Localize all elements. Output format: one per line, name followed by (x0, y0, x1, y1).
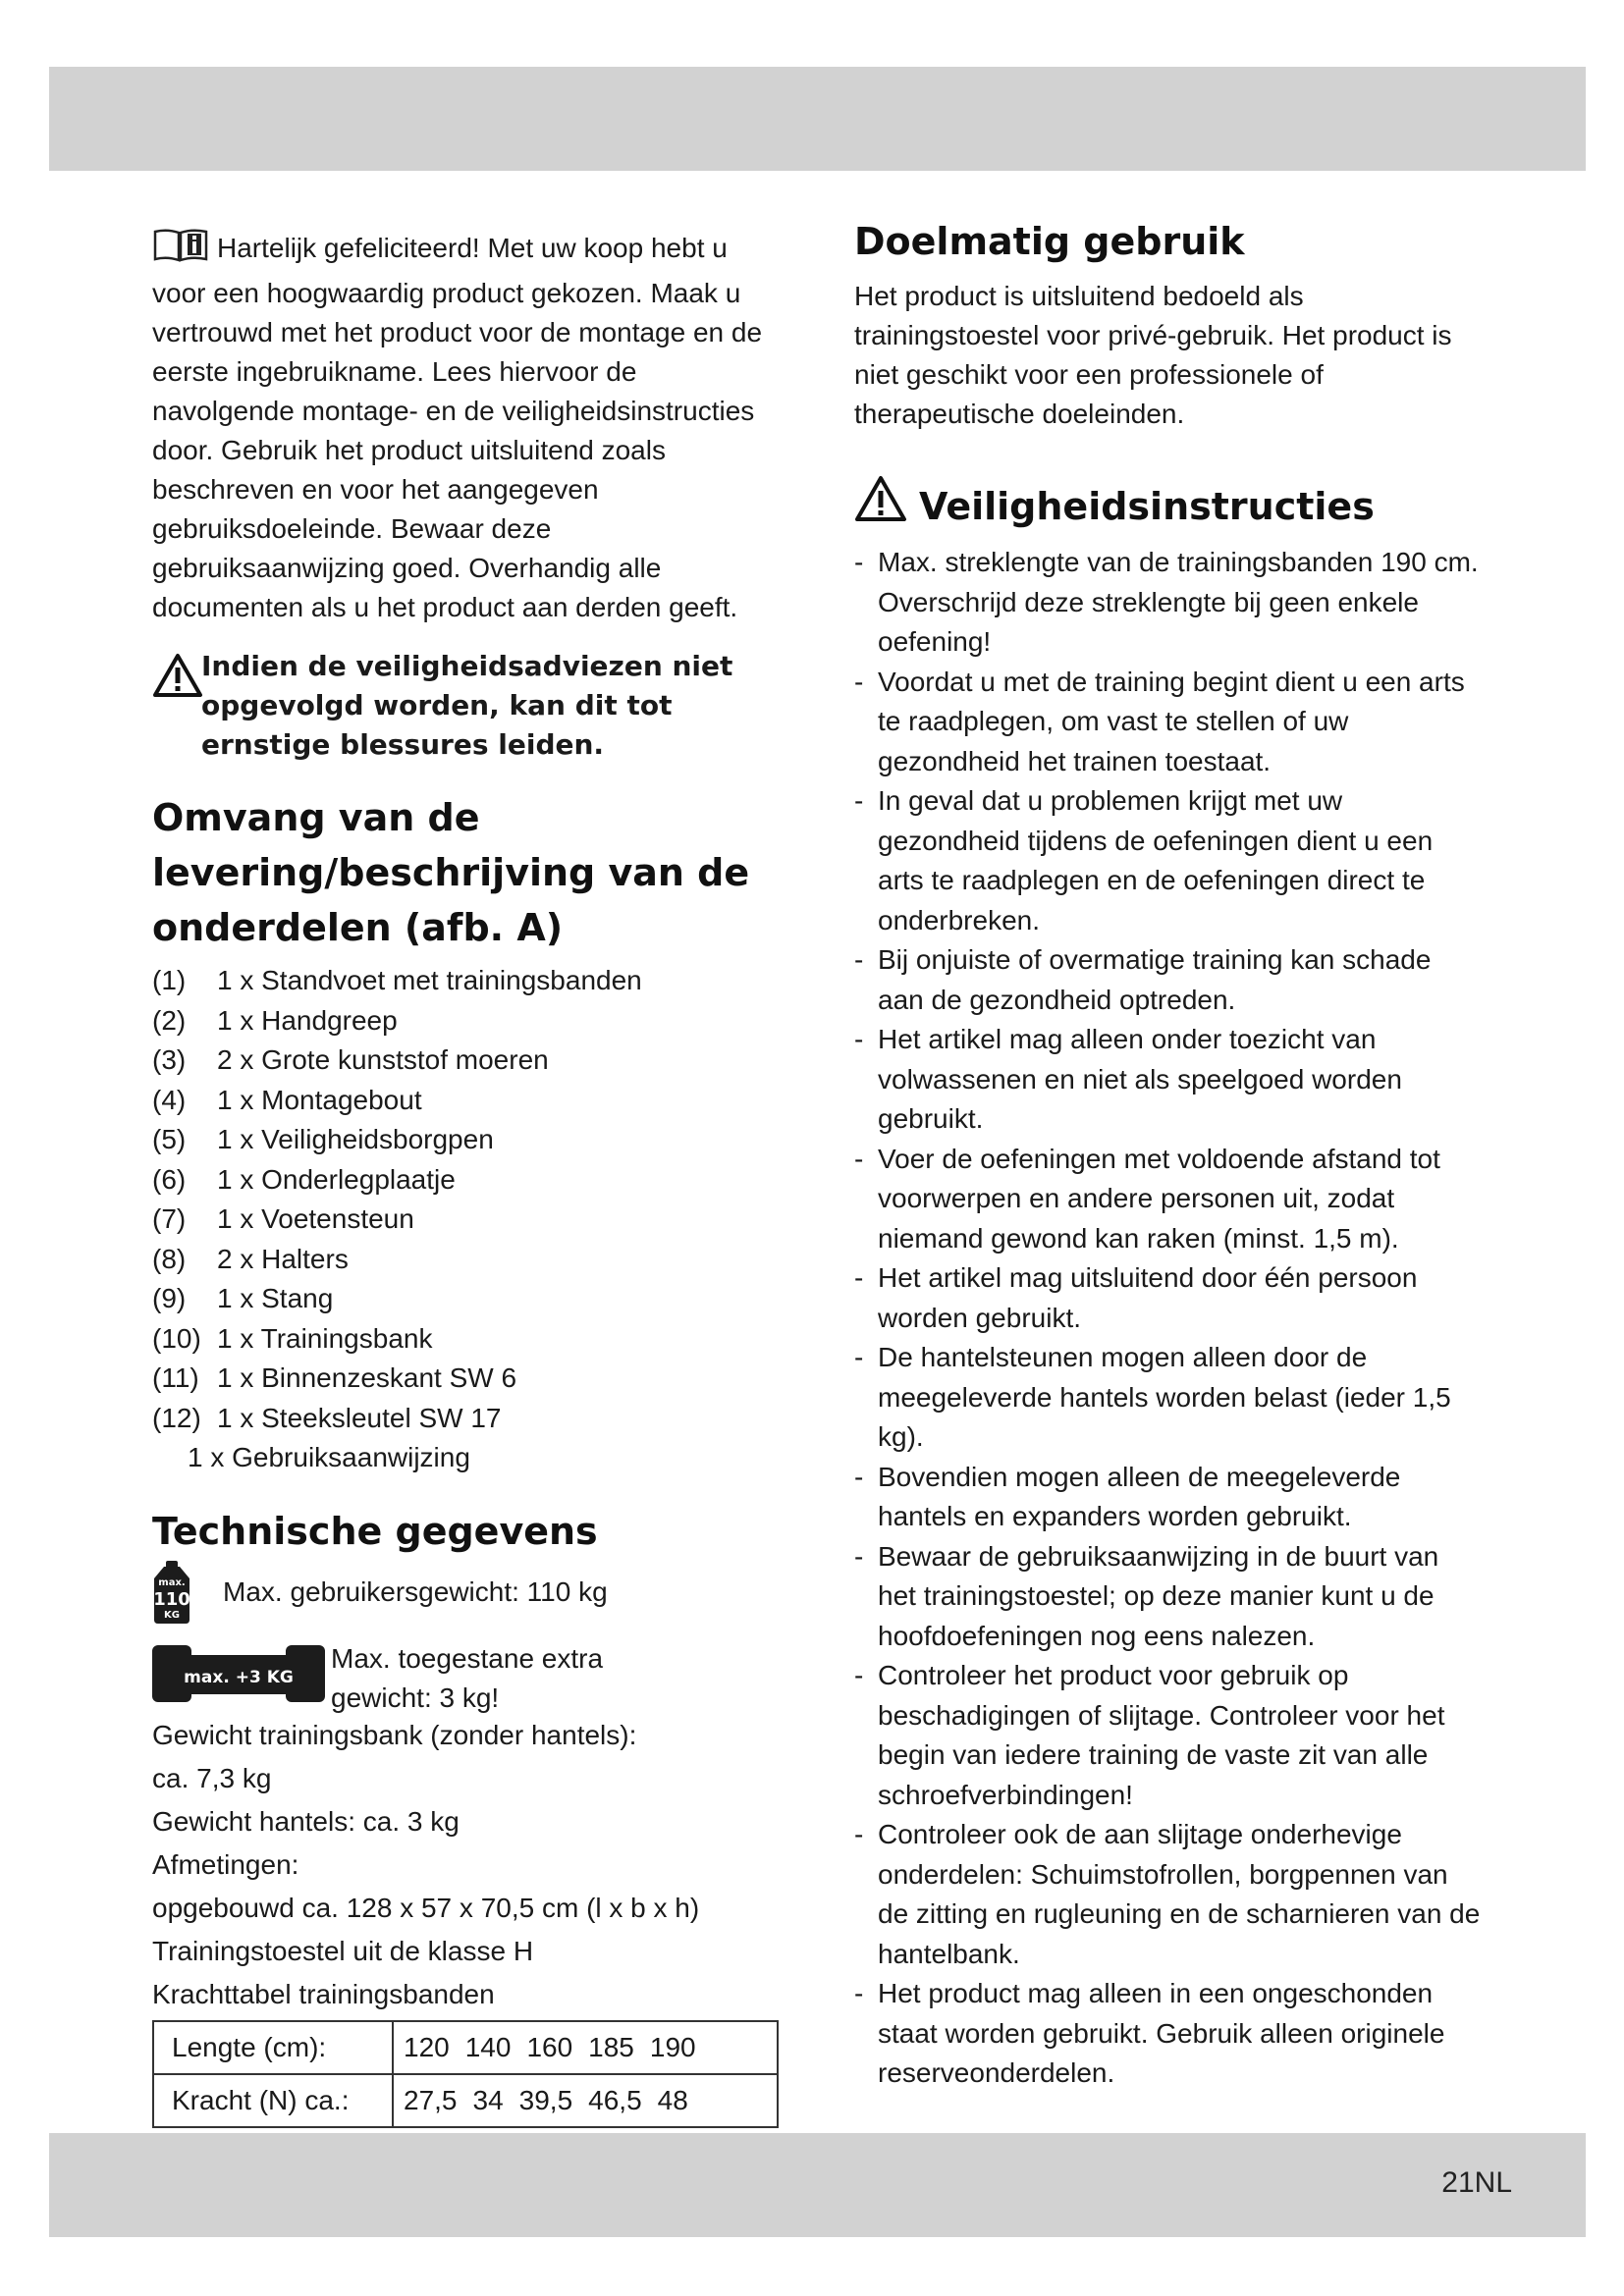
purpose-text: Het product is uitsluitend bedoeld als trainingstoestel voor privé-gebruik. Het product is niet geschikt voor een professionele of therapeutische doeleinden. (854, 281, 1452, 429)
list-item: (2) 1 x Handgreep (152, 1004, 398, 1036)
footer-band (49, 2133, 1586, 2237)
length-values: 120 140 160 185 190 (393, 2021, 778, 2074)
force-table-title: Krachttabel trainingsbanden (152, 1978, 495, 2009)
warning-icon (854, 475, 907, 537)
table-row (153, 2021, 778, 2074)
length-label: Lengte (cm): (153, 2021, 393, 2074)
device-class: Trainingstoestel uit de klasse H (152, 1935, 534, 1966)
weight-bench-value: ca. 7,3 kg (152, 1762, 272, 1793)
list-item: - Bovendien mogen alleen de meegeleverde hantels en expanders worden gebruikt. (854, 1458, 1483, 1537)
max-weight-icon-line2: 110 (153, 1588, 190, 1610)
list-item: (12) 1 x Steeksleutel SW 17 (152, 1402, 502, 1433)
extra-weight-icon-label: max. +3 KG (184, 1667, 294, 1687)
force-table (152, 2020, 779, 2128)
list-item: - Bewaar de gebruiksaanwijzing in de buurt van het trainingstoestel; op deze manier kunt u de hoofdoefeningen nog eens nalezen. (854, 1537, 1483, 1657)
list-item: (11) 1 x Binnenzeskant SW 6 (152, 1362, 517, 1393)
extra-weight-row (152, 1639, 781, 1713)
list-item: - De hantelsteunen mogen alleen door de meegeleverde hantels worden belast (ieder 1,5 kg). (854, 1338, 1483, 1458)
weight-bench: Gewicht trainingsbank (zonder hantels): (152, 1719, 637, 1750)
safety-title: Veiligheidsinstructies (919, 484, 1375, 528)
list-item: - Het artikel mag uitsluitend door één persoon worden gebruikt. (854, 1258, 1483, 1338)
list-item: (4) 1 x Montagebout (152, 1084, 422, 1115)
max-weight-icon-line3: KG (164, 1609, 180, 1621)
max-weight-row (152, 1559, 781, 1626)
weight-dumbbells: Gewicht hantels: ca. 3 kg (152, 1805, 460, 1837)
list-item: (8) 2 x Halters (152, 1243, 349, 1274)
list-item: - Bij onjuiste of overmatige training kan schade aan de gezondheid optreden. (854, 940, 1483, 1020)
intro-warning-text: Indien de veiligheidsadviezen niet opgevolgd worden, kan dit tot ernstige blessures leiden. (201, 650, 733, 761)
page-number: 21NL (1441, 2166, 1512, 2199)
max-weight-icon-line1: max. (158, 1576, 186, 1588)
list-item: (9) 1 x Stang (152, 1283, 334, 1313)
list-item: (3) 2 x Grote kunststof moeren (152, 1044, 549, 1075)
max-weight-icon (152, 1559, 191, 1630)
max-weight-text: Max. gebruikersgewicht: 110 kg (223, 1575, 608, 1607)
list-item: - In geval dat u problemen krijgt met uw gezondheid tijdens de oefeningen dient u een arts te raadplegen en de oefeningen direct te onderbreken. (854, 781, 1483, 940)
intro-text: Hartelijk gefeliciteerd! Met uw koop hebt u voor een hoogwaardig product gekozen. Maak u vertrouwd met het product voor de montage en de eerste ingebruikname. Lees hiervoor de navolgende montage- en de veiligheidsinstructies door. Gebruik het product uitsluitend zoals beschreven en voor het aangegeven gebruiksdoeleinde. Bewaar deze gebruiksaanwijzing goed. Overhandig alle documenten als u het product aan derden geeft. (152, 233, 763, 622)
list-item: - Max. streklengte van de trainingsbanden 190 cm. Overschrijd deze streklengte bij geen enkele oefening! (854, 543, 1483, 663)
list-item: - Het artikel mag alleen onder toezicht van volwassenen en niet als speelgoed worden gebruikt. (854, 1020, 1483, 1140)
list-item: (7) 1 x Voetensteun (152, 1203, 414, 1234)
dimensions: opgebouwd ca. 128 x 57 x 70,5 cm (l x b x h) (152, 1892, 700, 1923)
scope-title: Omvang van de levering/beschrijving van de onderdelen (afb. A) (152, 796, 750, 949)
safety-list (854, 543, 1483, 2094)
list-item: - Voer de oefeningen met voldoende afstand tot voorwerpen en andere personen uit, zodat niemand gewond kan raken (minst. 1,5 m). (854, 1140, 1483, 1259)
force-label: Kracht (N) ca.: (153, 2074, 393, 2127)
purpose-title: Doelmatig gebruik (854, 220, 1245, 263)
list-item: (10) 1 x Trainingsbank (152, 1322, 433, 1354)
list-item: - Controleer het product voor gebruik op beschadigingen of slijtage. Controleer voor het begin van iedere training de vaste zit van alle schroefverbindingen! (854, 1656, 1483, 1815)
right-column (854, 214, 1483, 2094)
list-item: - Controleer ook de aan slijtage onderhevige onderdelen: Schuimstofrollen, borgpennen van de zitting en rugleuning en de scharnieren van de hantelbank. (854, 1815, 1483, 1974)
parts-list (152, 961, 781, 1478)
warning-icon (152, 653, 203, 703)
list-item-manual: 1 x Gebruiksaanwijzing (188, 1442, 470, 1472)
intro-warning (152, 647, 781, 765)
list-item: - Voordat u met de training begint dient u een arts te raadplegen, om vast te stellen of uw gezondheid het trainen toestaat. (854, 663, 1483, 782)
dimensions-label: Afmetingen: (152, 1848, 299, 1880)
intro-paragraph (152, 228, 781, 627)
extra-weight-icon (152, 1639, 325, 1709)
list-item: (5) 1 x Veiligheidsborgpen (152, 1124, 494, 1154)
tech-title: Technische gegevens (152, 1509, 598, 1553)
list-item: - Het product mag alleen in een ongeschonden staat worden gebruikt. Gebruik alleen originele reserveonderdelen. (854, 1974, 1483, 2094)
extra-weight-text: Max. toegestane extra gewicht: 3 kg! (331, 1642, 604, 1713)
list-item: (1) 1 x Standvoet met trainingsbanden (152, 965, 642, 995)
force-values: 27,5 34 39,5 46,5 48 (393, 2074, 778, 2127)
table-row (153, 2074, 778, 2127)
read-manual-icon (152, 228, 209, 274)
safety-heading (854, 475, 1483, 537)
left-column (152, 228, 781, 2128)
header-band (49, 67, 1586, 171)
list-item: (6) 1 x Onderlegplaatje (152, 1163, 456, 1195)
